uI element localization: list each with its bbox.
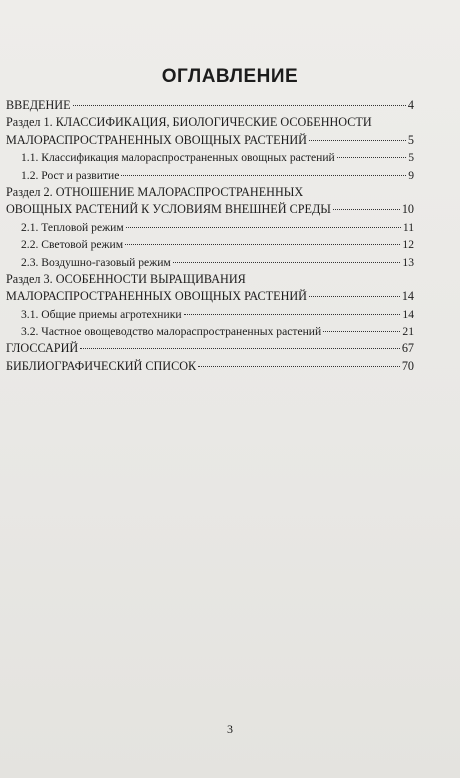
dot-leader — [125, 244, 400, 245]
dot-leader — [198, 366, 400, 367]
toc-entry-text: 2.1. Тепловой режим — [21, 220, 124, 234]
toc-page-number: 10 — [401, 202, 414, 217]
dot-leader — [173, 262, 401, 263]
toc-entry-text: 3.2. Частное овощеводство малораспространенных растений — [21, 325, 322, 339]
dot-leader — [184, 314, 401, 315]
toc-page-number: 13 — [402, 255, 414, 269]
dot-leader — [309, 296, 400, 297]
toc-page-number: 4 — [407, 98, 414, 112]
toc-entry-text: МАЛОРАСПРОСТРАНЕННЫХ ОВОЩНЫХ РАСТЕНИЙ — [6, 132, 307, 147]
dot-leader — [323, 331, 400, 332]
dot-leader — [309, 140, 406, 141]
toc-page-number: 70 — [401, 358, 414, 373]
table-of-contents — [6, 97, 414, 375]
toc-entry-text: Раздел 1. КЛАССИФИКАЦИЯ, БИОЛОГИЧЕСКИЕ ОСОБЕННОСТИ — [6, 115, 372, 130]
toc-entry-2-1[interactable] — [6, 219, 414, 236]
dot-leader — [121, 175, 406, 176]
toc-page-number: 67 — [401, 341, 414, 356]
toc-entry-text: Раздел 2. ОТНОШЕНИЕ МАЛОРАСПРОСТРАНЕННЫХ — [6, 184, 304, 199]
toc-entry-text: 1.2. Рост и развитие — [21, 168, 120, 182]
page-title: ОГЛАВЛЕНИЕ — [161, 66, 299, 87]
toc-entry-text: 3.1. Общие приемы агротехники — [21, 307, 182, 321]
toc-section-1-heading[interactable] — [6, 114, 414, 131]
toc-entry-text: 2.2. Световой режим — [21, 238, 124, 252]
toc-entry-text: ГЛОССАРИЙ — [6, 341, 79, 356]
toc-entry-1-2[interactable] — [6, 167, 414, 184]
toc-entry-bibliography[interactable] — [6, 358, 414, 375]
toc-entry-text: Раздел 3. ОСОБЕННОСТИ ВЫРАЩИВАНИЯ — [6, 271, 246, 286]
toc-page-number: 21 — [402, 325, 414, 339]
toc-entry-text: 2.3. Воздушно-газовый режим — [21, 255, 171, 269]
dot-leader — [126, 227, 401, 228]
dot-leader — [333, 209, 400, 210]
dot-leader — [80, 348, 400, 349]
toc-entry-2-2[interactable] — [6, 236, 414, 253]
toc-entry-text: БИБЛИОГРАФИЧЕСКИЙ СПИСОК — [6, 358, 197, 373]
toc-entry-introduction[interactable] — [6, 97, 414, 114]
toc-entry-text: ВВЕДЕНИЕ — [6, 98, 71, 112]
toc-page-number: 5 — [408, 151, 414, 165]
toc-entry-3-1[interactable] — [6, 306, 414, 323]
toc-section-3-heading[interactable] — [6, 271, 414, 288]
toc-entry-3-2[interactable] — [6, 323, 414, 340]
toc-page-number: 5 — [407, 132, 414, 147]
toc-section-3-heading-cont[interactable] — [6, 288, 414, 305]
page-number: 3 — [227, 722, 233, 736]
toc-page-number: 12 — [402, 238, 414, 252]
toc-entry-glossary[interactable] — [6, 340, 414, 357]
dot-leader — [337, 157, 406, 158]
toc-section-2-heading[interactable] — [6, 184, 414, 201]
toc-section-1-heading-cont[interactable] — [6, 132, 414, 149]
toc-entry-text: ОВОЩНЫХ РАСТЕНИЙ К УСЛОВИЯМ ВНЕШНЕЙ СРЕДЫ — [6, 202, 331, 217]
toc-entry-2-3[interactable] — [6, 254, 414, 271]
toc-entry-text: МАЛОРАСПРОСТРАНЕННЫХ ОВОЩНЫХ РАСТЕНИЙ — [6, 289, 307, 304]
toc-page-number: 11 — [402, 220, 414, 234]
toc-page-number: 14 — [402, 307, 414, 321]
toc-entry-text: 1.1. Классификация малораспространенных овощных растений — [21, 151, 335, 165]
toc-page-number: 9 — [408, 168, 414, 182]
toc-section-2-heading-cont[interactable] — [6, 201, 414, 218]
toc-page-number: 14 — [401, 289, 414, 304]
dot-leader — [73, 105, 406, 106]
toc-entry-1-1[interactable] — [6, 149, 414, 166]
